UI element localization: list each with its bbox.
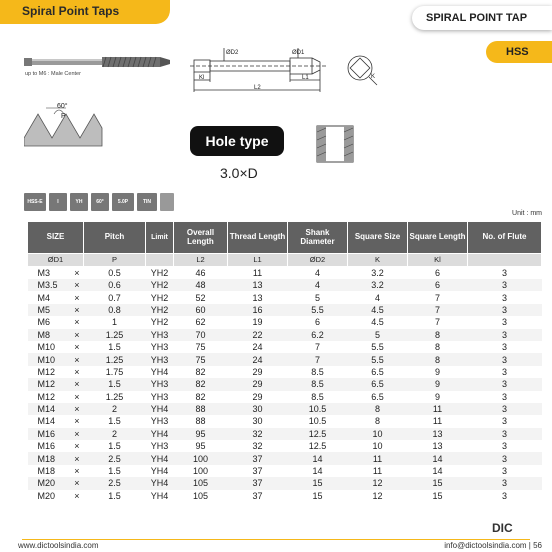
- table-cell: [28, 391, 84, 403]
- table-body: [28, 267, 542, 503]
- table-cell: [28, 440, 84, 452]
- table-cell: 8.5: [288, 378, 348, 390]
- table-row: [28, 452, 542, 464]
- table-cell: 3: [501, 342, 507, 353]
- times-sign: ×: [74, 342, 80, 353]
- table-cell: 1.25: [105, 391, 124, 402]
- table-cell: YH4: [150, 366, 169, 377]
- table-cell: 13: [252, 292, 263, 303]
- table-cell: 2: [84, 403, 146, 415]
- table-cell: 3: [501, 317, 507, 328]
- times-sign: ×: [74, 428, 80, 439]
- table-cell: 82: [174, 378, 228, 390]
- square-size-label: K: [371, 74, 376, 80]
- table-cell: 10: [348, 428, 408, 440]
- times-sign: ×: [74, 292, 80, 303]
- table-cell: 11: [408, 403, 468, 415]
- table-cell: 24: [228, 353, 288, 365]
- thread-length-label: L1: [302, 75, 309, 81]
- table-cell: 8.5: [311, 366, 324, 377]
- table-cell: [28, 267, 84, 280]
- table-cell: 52: [195, 292, 206, 303]
- table-cell: [28, 316, 84, 328]
- table-cell: 3: [501, 366, 507, 377]
- table-cell: 3: [468, 403, 542, 415]
- footer-contact[interactable]: info@dictoolsindia.com | 56: [444, 541, 542, 550]
- table-cell: 75: [174, 353, 228, 365]
- table-row: [28, 428, 542, 440]
- spiral-icon: [160, 193, 174, 211]
- table-cell: 8: [434, 342, 440, 353]
- col-subheader: [468, 254, 542, 267]
- spec-code: I: [49, 193, 67, 211]
- size-value: M6: [37, 317, 51, 328]
- table-cell: 0.6: [84, 279, 146, 291]
- table-cell: 4.5: [348, 304, 408, 316]
- material-pill: HSS: [486, 41, 552, 63]
- table-cell: 1.25: [84, 353, 146, 365]
- table-cell: 3: [501, 268, 507, 278]
- table-cell: YH4: [146, 477, 174, 489]
- table-cell: YH4: [150, 490, 169, 501]
- table-cell: YH3: [150, 391, 169, 402]
- table-cell: 5.5: [288, 304, 348, 316]
- times-sign: ×: [74, 478, 80, 489]
- table-cell: YH3: [150, 342, 169, 353]
- spec-table: [27, 221, 542, 502]
- thread-angle-label: 60°: [57, 103, 68, 110]
- size-value: M12: [37, 366, 56, 377]
- table-row: [28, 440, 542, 452]
- table-cell: [28, 428, 84, 440]
- size-value: M12: [37, 379, 56, 390]
- footer-rule: [22, 539, 530, 540]
- dic-logo: [492, 521, 513, 535]
- col-subheader: P: [84, 254, 146, 267]
- size-value: M8: [37, 329, 51, 340]
- table-cell: 100: [192, 466, 209, 477]
- col-header: Square Size: [348, 222, 408, 254]
- table-cell: 88: [195, 416, 206, 427]
- table-cell: 32: [228, 428, 288, 440]
- table-cell: 12: [372, 490, 383, 501]
- table-cell: 46: [195, 268, 206, 278]
- times-sign: ×: [74, 466, 80, 477]
- table-cell: 105: [174, 477, 228, 489]
- table-cell: 5: [348, 329, 408, 341]
- size-value: M10: [37, 354, 56, 365]
- table-cell: 2.5: [84, 452, 146, 464]
- times-sign: ×: [74, 268, 80, 278]
- square-end-drawing: [345, 50, 385, 90]
- col-subheader: ØD2: [288, 254, 348, 267]
- table-cell: 30: [252, 416, 263, 427]
- table-cell: 8: [374, 416, 380, 427]
- table-cell: 48: [174, 279, 228, 291]
- table-cell: 22: [228, 329, 288, 341]
- col-header: Shank Diameter: [288, 222, 348, 254]
- table-cell: 1.5: [108, 466, 121, 477]
- table-cell: 19: [252, 317, 263, 328]
- table-cell: 3: [468, 353, 542, 365]
- hole-depth: 3.0×D: [220, 165, 258, 181]
- table-cell: 32: [252, 441, 263, 452]
- table-cell: 7: [314, 342, 320, 353]
- table-cell: 16: [228, 304, 288, 316]
- hole-type-badge: Hole type: [190, 126, 284, 156]
- table-cell: 4.5: [371, 317, 384, 328]
- times-sign: ×: [74, 379, 80, 390]
- table-cell: YH4: [146, 452, 174, 464]
- table-cell: 7: [288, 353, 348, 365]
- table-cell: YH2: [146, 279, 174, 291]
- table-cell: 82: [195, 366, 206, 377]
- table-cell: 15: [288, 477, 348, 489]
- size-value: M18: [37, 466, 56, 477]
- table-cell: 13: [432, 441, 443, 452]
- table-cell: 3: [501, 466, 507, 477]
- blind-hole-icon: [315, 124, 355, 164]
- table-cell: 1.5: [108, 441, 121, 452]
- table-cell: [28, 341, 84, 353]
- table-cell: 3.2: [371, 268, 384, 278]
- table-cell: 3: [468, 428, 542, 440]
- table-cell: 15: [312, 490, 323, 501]
- category-pill: SPIRAL POINT TAP: [412, 6, 552, 30]
- table-cell: 4: [374, 292, 380, 303]
- table-cell: 14: [288, 452, 348, 464]
- table-cell: 8: [348, 403, 408, 415]
- overall-length-label: L2: [254, 85, 261, 91]
- table-cell: YH3: [146, 378, 174, 390]
- table-cell: 1.25: [84, 329, 146, 341]
- table-cell: [28, 366, 84, 378]
- size-value: M16: [37, 428, 56, 439]
- table-cell: 1.5: [108, 490, 121, 501]
- table-cell: 3: [501, 416, 507, 427]
- table-cell: YH4: [150, 466, 169, 477]
- table-cell: 1.75: [105, 366, 124, 377]
- times-sign: ×: [74, 317, 80, 328]
- table-cell: 6.2: [288, 329, 348, 341]
- spec-code: HSS-E: [24, 193, 46, 211]
- col-header: Square Length: [408, 222, 468, 254]
- table-cell: [28, 465, 84, 477]
- table-cell: 1.5: [84, 378, 146, 390]
- col-header: SIZE: [28, 222, 84, 254]
- table-cell: 11: [252, 268, 263, 278]
- col-header: Limit: [146, 222, 174, 254]
- times-sign: ×: [74, 391, 80, 402]
- table-cell: YH3: [146, 353, 174, 365]
- table-cell: [28, 403, 84, 415]
- table-cell: 37: [228, 452, 288, 464]
- table-cell: 3: [468, 452, 542, 464]
- table-cell: 7: [434, 292, 440, 303]
- unit-label: Unit : mm: [512, 210, 542, 217]
- table-cell: 1.5: [108, 342, 121, 353]
- table-cell: 11: [348, 452, 408, 464]
- tool-caption: up to M6 : Male Center: [25, 71, 81, 77]
- size-value: M5: [37, 304, 51, 315]
- table-cell: YH3: [150, 416, 169, 427]
- table-cell: YH2: [150, 317, 169, 328]
- table-cell: 8: [408, 329, 468, 341]
- col-subheader: K: [348, 254, 408, 267]
- table-cell: 8.5: [311, 391, 324, 402]
- times-sign: ×: [74, 329, 80, 340]
- col-subheader: [146, 254, 174, 267]
- table-cell: YH4: [146, 428, 174, 440]
- table-row: [28, 267, 542, 280]
- square-length-label: Kl: [199, 75, 205, 81]
- col-header: Thread Length: [228, 222, 288, 254]
- table-cell: [28, 304, 84, 316]
- table-row: [28, 304, 542, 316]
- table-cell: 3: [468, 477, 542, 489]
- table-cell: 15: [408, 477, 468, 489]
- table-cell: 2: [84, 428, 146, 440]
- table-row: [28, 391, 542, 403]
- table-cell: 6: [434, 268, 440, 278]
- col-subheader: ØD1: [28, 254, 84, 267]
- table-cell: 37: [252, 466, 263, 477]
- table-cell: YH3: [146, 329, 174, 341]
- thread-pitch-label: P: [61, 113, 66, 120]
- table-cell: YH4: [146, 403, 174, 415]
- table-cell: 37: [252, 490, 263, 501]
- table-cell: 9: [434, 366, 440, 377]
- table-cell: 8: [408, 353, 468, 365]
- table-cell: 5: [314, 292, 320, 303]
- table-cell: [28, 452, 84, 464]
- table-cell: 3: [468, 304, 542, 316]
- table-cell: 3: [501, 391, 507, 402]
- size-value: M10: [37, 342, 56, 353]
- table-cell: 6.5: [348, 378, 408, 390]
- table-cell: 29: [252, 366, 263, 377]
- times-sign: ×: [74, 416, 80, 427]
- table-cell: 11: [432, 416, 443, 427]
- table-cell: 2.5: [84, 477, 146, 489]
- table-cell: 12.5: [308, 441, 327, 452]
- table-row: [28, 279, 542, 291]
- table-row: [28, 366, 542, 378]
- table-cell: 30: [228, 403, 288, 415]
- table-row: [28, 316, 542, 328]
- table-cell: 1: [111, 317, 117, 328]
- table-cell: 9: [434, 391, 440, 402]
- col-header: Overall Length: [174, 222, 228, 254]
- times-sign: ×: [74, 354, 80, 365]
- table-cell: 11: [372, 466, 383, 477]
- table-cell: 3: [468, 279, 542, 291]
- spec-code-strip: [24, 193, 174, 211]
- table-row: [28, 403, 542, 415]
- table-row: [28, 465, 542, 477]
- times-sign: ×: [74, 404, 80, 415]
- times-sign: ×: [74, 304, 80, 315]
- table-cell: 105: [192, 490, 209, 501]
- table-cell: 10.5: [308, 416, 327, 427]
- table-cell: 24: [252, 342, 263, 353]
- table-cell: 4: [314, 268, 320, 278]
- table-cell: 62: [195, 317, 206, 328]
- table-cell: 12: [348, 477, 408, 489]
- size-value: M18: [37, 453, 56, 464]
- table-cell: 3: [501, 292, 507, 303]
- table-row: [28, 415, 542, 427]
- col-header: Pitch: [84, 222, 146, 254]
- table-cell: 6.5: [371, 391, 384, 402]
- times-sign: ×: [74, 490, 80, 501]
- table-cell: YH2: [146, 304, 174, 316]
- table-cell: 95: [174, 428, 228, 440]
- table-cell: 100: [174, 452, 228, 464]
- table-cell: 29: [228, 378, 288, 390]
- spec-code: 5.0P: [112, 193, 134, 211]
- tap-image: [24, 52, 174, 72]
- spec-code: TIN: [137, 193, 157, 211]
- table-cell: 5.5: [348, 353, 408, 365]
- table-cell: 12.5: [288, 428, 348, 440]
- table-cell: 13: [408, 428, 468, 440]
- table-cell: 3: [501, 441, 507, 452]
- table-cell: [28, 291, 84, 303]
- table-row: [28, 341, 542, 353]
- table-cell: 10.5: [288, 403, 348, 415]
- table-cell: 1.5: [108, 416, 121, 427]
- table-row: [28, 353, 542, 365]
- col-subheader: L2: [174, 254, 228, 267]
- col-subheader: Kl: [408, 254, 468, 267]
- times-sign: ×: [74, 453, 80, 464]
- table-cell: 14: [312, 466, 323, 477]
- table-cell: 75: [195, 342, 206, 353]
- table-cell: [28, 378, 84, 390]
- table-cell: 0.5: [108, 268, 121, 278]
- section-banner: [0, 0, 170, 24]
- table-row: [28, 329, 542, 341]
- table-cell: 4: [288, 279, 348, 291]
- size-value: M14: [37, 404, 56, 415]
- col-header: No. of Flute: [468, 222, 542, 254]
- table-row: [28, 490, 542, 502]
- table-cell: 7: [408, 304, 468, 316]
- tap-dimension-drawing: [188, 44, 338, 99]
- table-cell: [28, 415, 84, 427]
- times-sign: ×: [74, 366, 80, 377]
- table-cell: 37: [228, 477, 288, 489]
- table-cell: 6: [408, 279, 468, 291]
- table-cell: YH2: [150, 292, 169, 303]
- size-value: M14: [37, 416, 56, 427]
- size-value: M20: [37, 490, 56, 501]
- col-subheader: L1: [228, 254, 288, 267]
- table-cell: 95: [195, 441, 206, 452]
- table-cell: 5.5: [371, 342, 384, 353]
- footer-website[interactable]: www.dictoolsindia.com: [18, 541, 99, 550]
- size-value: M3.5: [37, 280, 58, 291]
- table-cell: 60: [174, 304, 228, 316]
- table-cell: 7: [434, 317, 440, 328]
- table-cell: 3.2: [348, 279, 408, 291]
- table-cell: 14: [408, 452, 468, 464]
- table-cell: 82: [195, 391, 206, 402]
- size-value: M20: [37, 478, 56, 489]
- size-value: M16: [37, 441, 56, 452]
- table-cell: [28, 477, 84, 489]
- table-cell: 9: [408, 378, 468, 390]
- size-value: M4: [37, 292, 51, 303]
- table-row: [28, 378, 542, 390]
- logo-text: DIC: [492, 521, 513, 535]
- table-cell: 70: [174, 329, 228, 341]
- table-cell: [28, 279, 84, 291]
- times-sign: ×: [74, 441, 80, 452]
- table-cell: 13: [228, 279, 288, 291]
- spec-code: YH: [70, 193, 88, 211]
- size-value: M3: [37, 268, 51, 278]
- table-row: [28, 477, 542, 489]
- shank-dia-label: ØD2: [226, 50, 239, 56]
- table-cell: 0.8: [84, 304, 146, 316]
- table-cell: [28, 329, 84, 341]
- size-value: M12: [37, 391, 56, 402]
- table-cell: 3: [468, 329, 542, 341]
- table-cell: 3: [501, 490, 507, 501]
- spec-code: 60°: [91, 193, 109, 211]
- table-cell: 0.7: [108, 292, 121, 303]
- table-cell: 10: [372, 441, 383, 452]
- table-cell: 88: [174, 403, 228, 415]
- table-cell: YH2: [150, 268, 169, 278]
- table-cell: 3: [468, 378, 542, 390]
- table-cell: 14: [432, 466, 443, 477]
- thread-dia-label: ØD1: [292, 50, 305, 56]
- table-cell: 6.5: [371, 366, 384, 377]
- table-cell: 15: [432, 490, 443, 501]
- section-title: Spiral Point Taps: [22, 4, 120, 18]
- table-cell: [28, 490, 84, 502]
- table-cell: 29: [252, 391, 263, 402]
- table-row: [28, 291, 542, 303]
- table-cell: [28, 353, 84, 365]
- table-cell: YH3: [150, 441, 169, 452]
- times-sign: ×: [74, 280, 80, 291]
- table-cell: 6: [314, 317, 320, 328]
